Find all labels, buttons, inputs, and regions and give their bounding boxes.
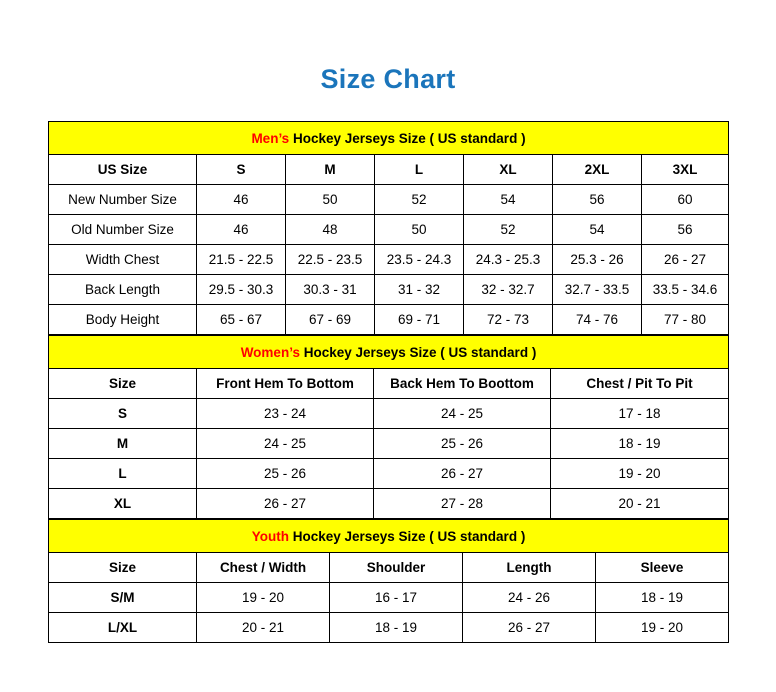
mens-band-accent: Men’s [251,130,290,146]
mens-header-cell: US Size [49,155,197,185]
table-band-row [49,520,729,553]
mens-cell: 52 [464,215,553,245]
mens-cell: 54 [553,215,642,245]
mens-cell: 32.7 - 33.5 [553,275,642,305]
youth-cell: 20 - 21 [197,613,330,643]
table-row [49,613,729,643]
mens-cell: 56 [553,185,642,215]
womens-cell: 20 - 21 [551,489,729,519]
youth-header-cell: Chest / Width [197,553,330,583]
mens-cell: 26 - 27 [642,245,729,275]
mens-header-cell: M [286,155,375,185]
mens-cell: 56 [642,215,729,245]
table-row [49,155,729,185]
womens-cell: 26 - 27 [374,459,551,489]
womens-header-cell: Size [49,369,197,399]
youth-row-label: L/XL [49,613,197,643]
womens-header-cell: Front Hem To Bottom [197,369,374,399]
mens-cell: 22.5 - 23.5 [286,245,375,275]
youth-header-cell: Size [49,553,197,583]
table-row [49,185,729,215]
table-row [49,275,729,305]
table-row [49,215,729,245]
mens-cell: 52 [375,185,464,215]
mens-cell: 31 - 32 [375,275,464,305]
table-band-row [49,336,729,369]
mens-cell: 46 [197,185,286,215]
table-row [49,459,729,489]
mens-header-cell: 3XL [642,155,729,185]
mens-row-label: Body Height [49,305,197,335]
page-title: Size Chart [320,64,456,94]
youth-cell: 19 - 20 [596,613,729,643]
mens-cell: 48 [286,215,375,245]
womens-row-label: XL [49,489,197,519]
table-row [49,305,729,335]
womens-band-title [49,336,729,369]
mens-header-cell: XL [464,155,553,185]
womens-cell: 24 - 25 [197,429,374,459]
mens-row-label: Old Number Size [49,215,197,245]
womens-row-label: S [49,399,197,429]
mens-cell: 30.3 - 31 [286,275,375,305]
youth-cell: 18 - 19 [330,613,463,643]
youth-cell: 26 - 27 [463,613,596,643]
womens-cell: 23 - 24 [197,399,374,429]
mens-cell: 24.3 - 25.3 [464,245,553,275]
mens-cell: 32 - 32.7 [464,275,553,305]
size-chart-container [48,93,728,643]
womens-row-label: L [49,459,197,489]
mens-cell: 74 - 76 [553,305,642,335]
table-row [49,583,729,613]
mens-cell: 46 [197,215,286,245]
womens-cell: 27 - 28 [374,489,551,519]
table-row [49,245,729,275]
mens-cell: 50 [375,215,464,245]
mens-band-title [49,122,729,155]
youth-header-cell: Shoulder [330,553,463,583]
table-row [49,399,729,429]
womens-cell: 25 - 26 [374,429,551,459]
mens-band-rest: Hockey Jerseys Size ( US standard ) [289,130,526,146]
mens-header-cell: 2XL [553,155,642,185]
youth-band-title [49,520,729,553]
youth-cell: 24 - 26 [463,583,596,613]
table-row [49,369,729,399]
womens-header-cell: Back Hem To Boottom [374,369,551,399]
mens-cell: 33.5 - 34.6 [642,275,729,305]
youth-row-label: S/M [49,583,197,613]
mens-cell: 65 - 67 [197,305,286,335]
mens-cell: 21.5 - 22.5 [197,245,286,275]
mens-header-cell: L [375,155,464,185]
womens-size-table [48,335,729,519]
womens-cell: 26 - 27 [197,489,374,519]
table-row [49,429,729,459]
womens-row-label: M [49,429,197,459]
mens-size-table [48,121,729,335]
table-band-row [49,122,729,155]
mens-cell: 50 [286,185,375,215]
mens-row-label: New Number Size [49,185,197,215]
youth-band-rest: Hockey Jerseys Size ( US standard ) [288,528,526,544]
mens-cell: 77 - 80 [642,305,729,335]
table-row [49,489,729,519]
mens-cell: 29.5 - 30.3 [197,275,286,305]
table-row [49,553,729,583]
mens-row-label: Back Length [49,275,197,305]
mens-header-cell: S [197,155,286,185]
womens-cell: 25 - 26 [197,459,374,489]
youth-header-cell: Sleeve [596,553,729,583]
youth-cell: 19 - 20 [197,583,330,613]
womens-cell: 19 - 20 [551,459,729,489]
youth-size-table [48,519,729,643]
youth-band-accent: Youth [251,528,289,544]
womens-band-rest: Hockey Jerseys Size ( US standard ) [299,344,537,360]
womens-cell: 24 - 25 [374,399,551,429]
womens-cell: 17 - 18 [551,399,729,429]
youth-cell: 16 - 17 [330,583,463,613]
mens-cell: 60 [642,185,729,215]
womens-cell: 18 - 19 [551,429,729,459]
mens-cell: 54 [464,185,553,215]
mens-cell: 69 - 71 [375,305,464,335]
youth-cell: 18 - 19 [596,583,729,613]
mens-row-label: Width Chest [49,245,197,275]
youth-header-cell: Length [463,553,596,583]
mens-cell: 23.5 - 24.3 [375,245,464,275]
womens-band-accent: Women’s [240,344,300,360]
womens-header-cell: Chest / Pit To Pit [551,369,729,399]
mens-cell: 72 - 73 [464,305,553,335]
mens-cell: 25.3 - 26 [553,245,642,275]
mens-cell: 67 - 69 [286,305,375,335]
